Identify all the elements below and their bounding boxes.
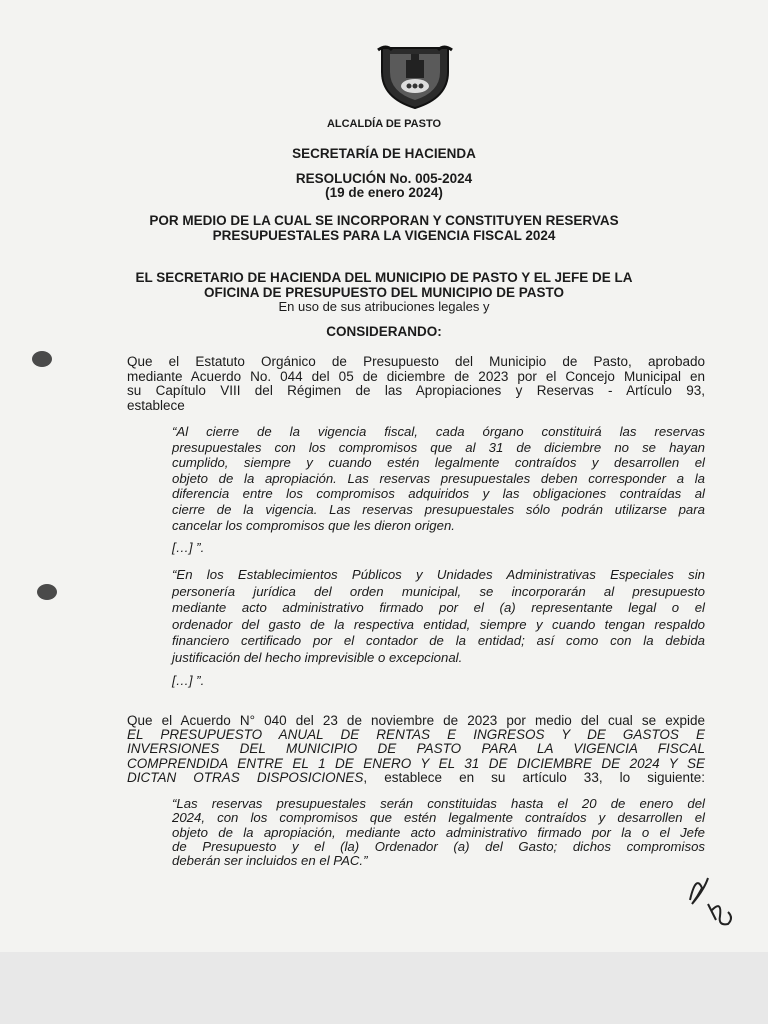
- resolution-number: RESOLUCIÓN No. 005-2024: [295, 171, 473, 186]
- quote-line: de Presupuesto y el (la) Ordenador (a) del Gasto; dichos compromisos: [172, 838, 705, 854]
- paragraph-line: mediante Acuerdo No. 044 del 05 de diciembre de 2023 por el Concejo Municipal en: [127, 368, 705, 384]
- paragraph-last-line: [127, 771, 705, 785]
- quote-article-93: [172, 424, 705, 533]
- quote-line: deberán ser incluidos en el PAC.”: [172, 853, 368, 869]
- subject-line-1: POR MEDIO DE LA CUAL SE INCORPORAN Y CONSTITUYEN RESERVAS: [149, 213, 619, 228]
- quote-line: financiero certificado por el contador de la entidad; así como con la debida: [172, 633, 705, 648]
- punch-hole: [37, 584, 57, 600]
- quote-line: 2024, con los compromisos que estén legalmente contraídos y desarrollen el: [172, 810, 705, 826]
- paragraph-line: establece: [127, 397, 185, 413]
- authority-line-3: En uso de sus atribuciones legales y: [278, 299, 490, 314]
- department-title: SECRETARÍA DE HACIENDA: [292, 146, 476, 161]
- quote-line: diferencia entre los compromisos adquiridos y las obligaciones contraídas al: [172, 486, 705, 502]
- quote-line: cierre de la vigencia. Las reservas presupuestales sólo podrán utilizarse para: [172, 501, 705, 517]
- quote-article-33: [172, 797, 705, 868]
- paragraph-line: su Capítulo VIII del Régimen de las Apropiaciones y Reservas - Artículo 93,: [127, 383, 705, 398]
- quote-line: personería jurídica del orden municipal, se incorporarán al presupuesto: [172, 583, 705, 599]
- quote-line: “Las reservas presupuestales serán constituidas hasta el 20 de enero del: [172, 796, 705, 811]
- paragraph-line: EL PRESUPUESTO ANUAL DE RENTAS E INGRESOS Y DE GASTOS E: [127, 727, 705, 743]
- quote-line: “Al cierre de la vigencia fiscal, cada órgano constituirá las reservas: [172, 424, 705, 439]
- paragraph-line: Que el Acuerdo N° 040 del 23 de noviembre de 2023 por medio del cual se expide: [127, 713, 705, 728]
- authority-line-1: EL SECRETARIO DE HACIENDA DEL MUNICIPIO DE PASTO Y EL JEFE DE LA: [135, 270, 633, 285]
- quote-line: cancelar los compromisos que les dieron origen.: [172, 517, 455, 533]
- paragraph-line: Que el Estatuto Orgánico de Presupuesto del Municipio de Pasto, aprobado: [127, 354, 705, 369]
- paragraph-line: COMPRENDIDA ENTRE EL 1 DE ENERO Y EL 31 DE DICIEMBRE DE 2024 Y SE: [127, 755, 705, 771]
- quote-establecimientos: [172, 567, 705, 666]
- quote-line: objeto de la apropiación. Las reservas presupuestales deben corresponder a la: [172, 470, 705, 486]
- quote-line: objeto de la apropiación, mediante acto administrativo firmado por la o el Jefe: [172, 824, 705, 840]
- quote-line: cumplido, siempre y cuando estén legalmente contraídos y desarrollen el: [172, 455, 705, 471]
- authority-line-2: OFICINA DE PRESUPUESTO DEL MUNICIPIO DE PASTO: [203, 285, 565, 300]
- paragraph-line: INVERSIONES DEL MUNICIPIO DE PASTO PARA LA VIGENCIA FISCAL: [127, 741, 705, 757]
- ellipsis-2: […] ”.: [172, 673, 205, 688]
- quote-line: mediante acto administrativo firmado por el (a) representante legal o el: [172, 600, 705, 615]
- subject-line-2: PRESUPUESTALES PARA LA VIGENCIA FISCAL 2024: [212, 228, 556, 243]
- punch-hole: [32, 351, 52, 367]
- emphasis-text: DICTAN OTRAS DISPOSICIONES: [127, 769, 364, 785]
- quote-line: ordenador del gasto de la respectiva entidad, siempre y cuando tengan respaldo: [172, 616, 705, 632]
- entity-name: ALCALDÍA DE PASTO: [326, 118, 442, 130]
- paragraph-text: , establece en su artículo 33, lo siguiente:: [363, 769, 705, 785]
- ellipsis-1: […] ”.: [172, 540, 205, 555]
- quote-line: justificación del hecho imprevisible o excepcional.: [172, 649, 463, 665]
- coat-of-arms-logo: [376, 42, 454, 110]
- paragraph-acuerdo-040: [127, 714, 705, 785]
- paragraph-estatuto: [127, 355, 705, 413]
- considerando-heading: CONSIDERANDO:: [326, 324, 442, 339]
- resolution-date: (19 de enero 2024): [325, 185, 443, 200]
- handwritten-initials: [682, 860, 742, 940]
- quote-line: presupuestales con los compromisos que al 31 de diciembre no se hayan: [172, 439, 705, 455]
- quote-line: “En los Establecimientos Públicos y Unidades Administrativas Especiales sin: [172, 567, 705, 582]
